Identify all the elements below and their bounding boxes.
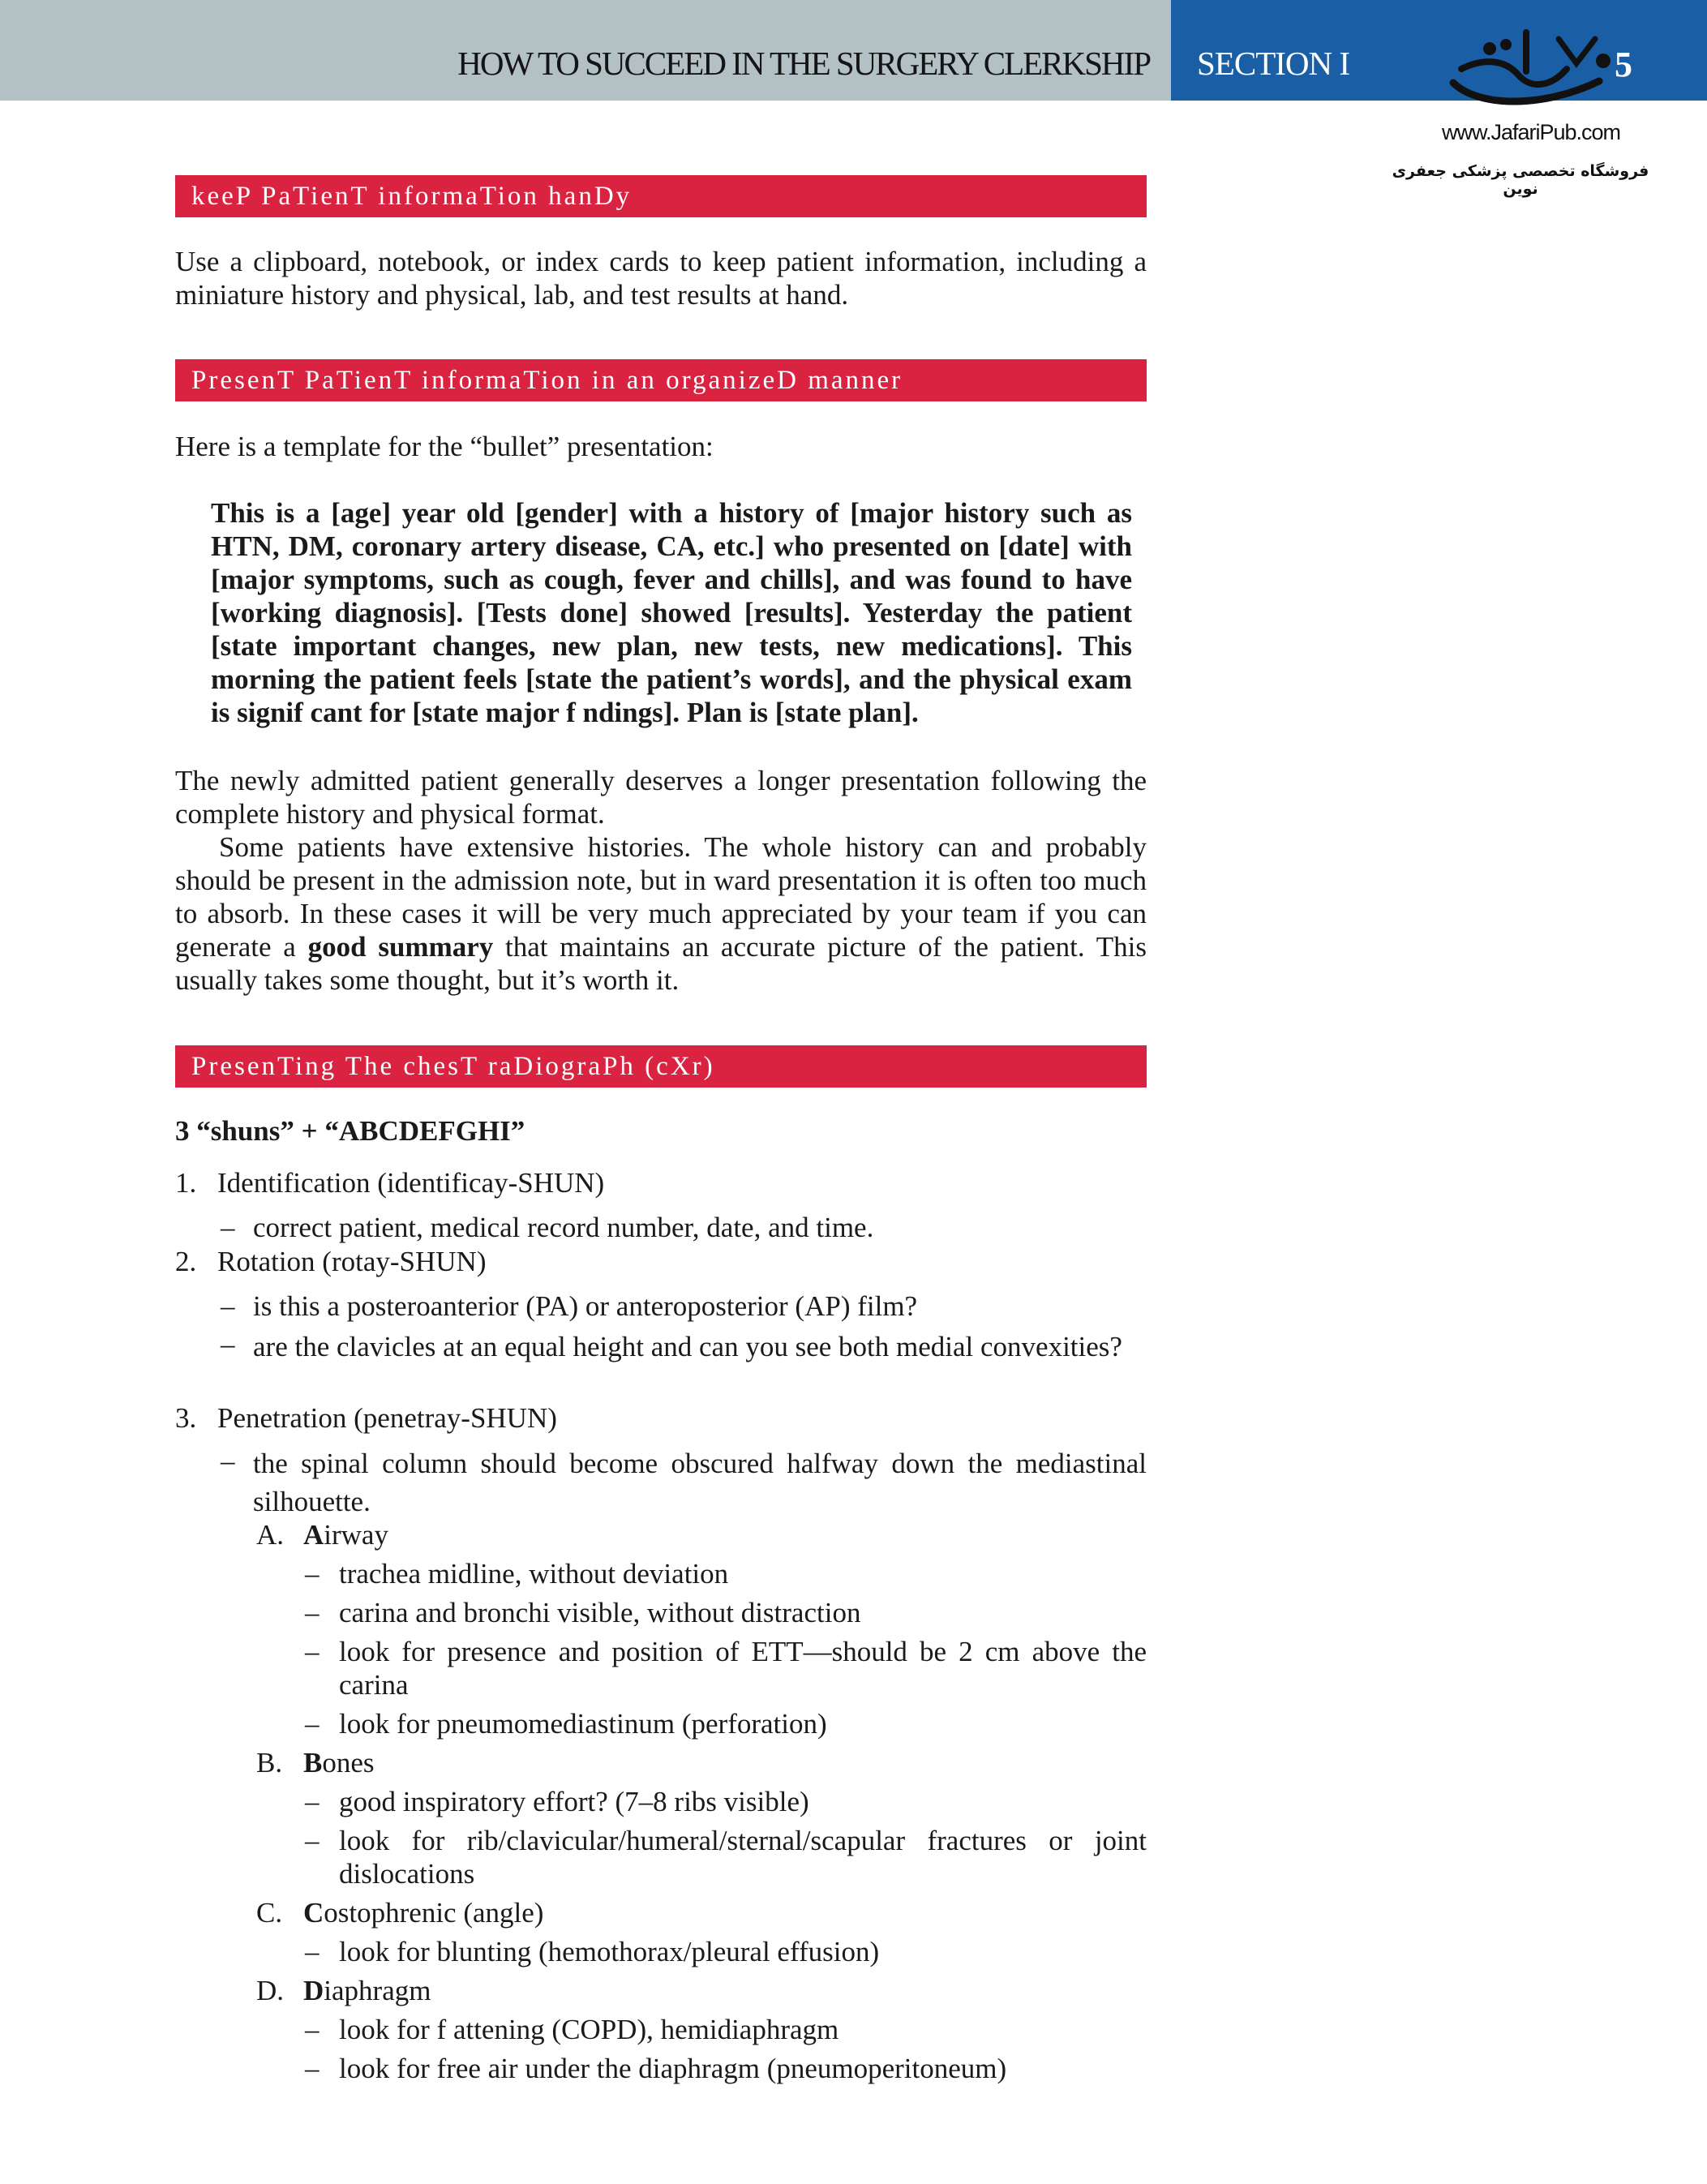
summary-text-after: that maintains an accurate picture of the patient. This usually takes some thought, but it’s worth it. — [175, 931, 1147, 996]
template-intro: Here is a template for the “bullet” presentation: — [175, 431, 714, 462]
list-bullet: look for presence and position of ETT—should be 2 cm above the carina — [339, 1636, 1147, 1701]
list-number: 3. — [175, 1402, 197, 1434]
section-heading-keep-info: keeP PaTienT informaTion hanDy — [175, 175, 1147, 217]
dash-marker: – — [305, 1708, 320, 1740]
list-number: 2. — [175, 1246, 197, 1277]
dash-marker: – — [305, 1597, 320, 1628]
dash-marker: – — [221, 1328, 235, 1360]
letter-marker: A. — [256, 1519, 285, 1551]
dash-marker: – — [305, 1936, 320, 1967]
dash-marker: – — [305, 2053, 320, 2084]
dash-marker: – — [305, 1786, 320, 1817]
dash-marker: – — [221, 1290, 235, 1322]
list-bullet: look for f attening (COPD), hemidiaphragm — [339, 2014, 839, 2045]
keep-info-paragraph: Use a clipboard, notebook, or index cards to keep patient information, including a miniature history and physical, lab, and test results at hand. — [175, 246, 1147, 311]
dash-marker: – — [305, 2014, 320, 2045]
publisher-logo-icon — [1429, 24, 1632, 122]
summary-emphasis: good summary — [307, 931, 494, 963]
dash-marker: – — [221, 1212, 235, 1243]
letter-marker: D. — [256, 1975, 285, 2006]
dash-marker: – — [305, 1825, 320, 1856]
list-bullet: carina and bronchi visible, without distraction — [339, 1597, 861, 1628]
dash-marker: – — [221, 1445, 235, 1477]
dash-marker: – — [305, 1636, 320, 1667]
list-number: 1. — [175, 1167, 197, 1199]
list-bullet: is this a posteroanterior (PA) or anteroposterior (AP) film? — [253, 1290, 918, 1322]
letter-item-title: Airway — [303, 1519, 388, 1551]
list-bullet: look for pneumomediastinum (perforation) — [339, 1708, 827, 1740]
publisher-url: www.JafariPub.com — [1441, 120, 1621, 144]
new-patient-paragraph: The newly admitted patient generally deserves a longer presentation following the complete history and physical format. — [175, 765, 1147, 830]
letter-item-title: Bones — [303, 1747, 375, 1779]
section-heading-present-info: PresenT PaTienT informaTion in an organizeD manner — [175, 359, 1147, 401]
list-bullet: are the clavicles at an equal height and can you see both medial convexities? — [253, 1331, 1122, 1362]
list-bullet: look for blunting (hemothorax/pleural effusion) — [339, 1936, 880, 1967]
section-heading-cxr: PresenTing The chesT raDiograPh (cXr) — [175, 1045, 1147, 1088]
page-number: 5 — [1615, 45, 1632, 84]
list-bullet: good inspiratory effort? (7–8 ribs visible) — [339, 1786, 809, 1817]
letter-item-title: Costophrenic (angle) — [303, 1897, 544, 1929]
cxr-mnemonic: 3 “shuns” + “ABCDEFGHI” — [175, 1115, 525, 1147]
list-item-title: Rotation (rotay-SHUN) — [217, 1246, 487, 1277]
list-bullet: correct patient, medical record number, date, and time. — [253, 1212, 874, 1243]
list-item-title: Identification (identificay-SHUN) — [217, 1167, 605, 1199]
running-header-bar — [0, 0, 1171, 101]
summary-paragraph — [175, 830, 1147, 997]
letter-marker: C. — [256, 1897, 283, 1929]
publisher-tagline: فروشگاه تخصصی پزشکی جعفری نوین — [1392, 162, 1649, 198]
summary-text-before: Some patients have extensive histories. The whole history can and probably should be present in the admission note, but in ward presentation it is often too much to absorb. In these cases it will be very much appreciated by your team if you can generate a — [175, 831, 1147, 963]
bullet-presentation-template: This is a [age] year old [gender] with a history of [major history such as HTN, DM, coronary artery disease, CA, etc.] who presented on [date] with [major symptoms, such as cough, fever and chills], and was found to have [working diagnosis]. [Tests done] showed [results]. Yesterday the patient [state important changes, new plan, new tests, new medications]. This morning the patient feels [state the patient’s words], and the physical exam is signif cant for [state major f ndings]. Plan is [state plan]. — [211, 497, 1132, 728]
section-label: SECTION I — [1197, 45, 1350, 82]
list-bullet: look for rib/clavicular/humeral/sternal/scapular fractures or joint dislocations — [339, 1825, 1147, 1890]
list-bullet: look for free air under the diaphragm (pneumoperitoneum) — [339, 2053, 1007, 2084]
list-bullet: the spinal column should become obscured halfway down the mediastinal silhouette. — [253, 1448, 1147, 1517]
running-header-title: HOW TO SUCCEED IN THE SURGERY CLERKSHIP — [457, 45, 1150, 82]
list-bullet: trachea midline, without deviation — [339, 1558, 729, 1590]
list-item-title: Penetration (penetray-SHUN) — [217, 1402, 557, 1434]
letter-marker: B. — [256, 1747, 283, 1779]
letter-item-title: Diaphragm — [303, 1975, 431, 2006]
dash-marker: – — [305, 1558, 320, 1590]
